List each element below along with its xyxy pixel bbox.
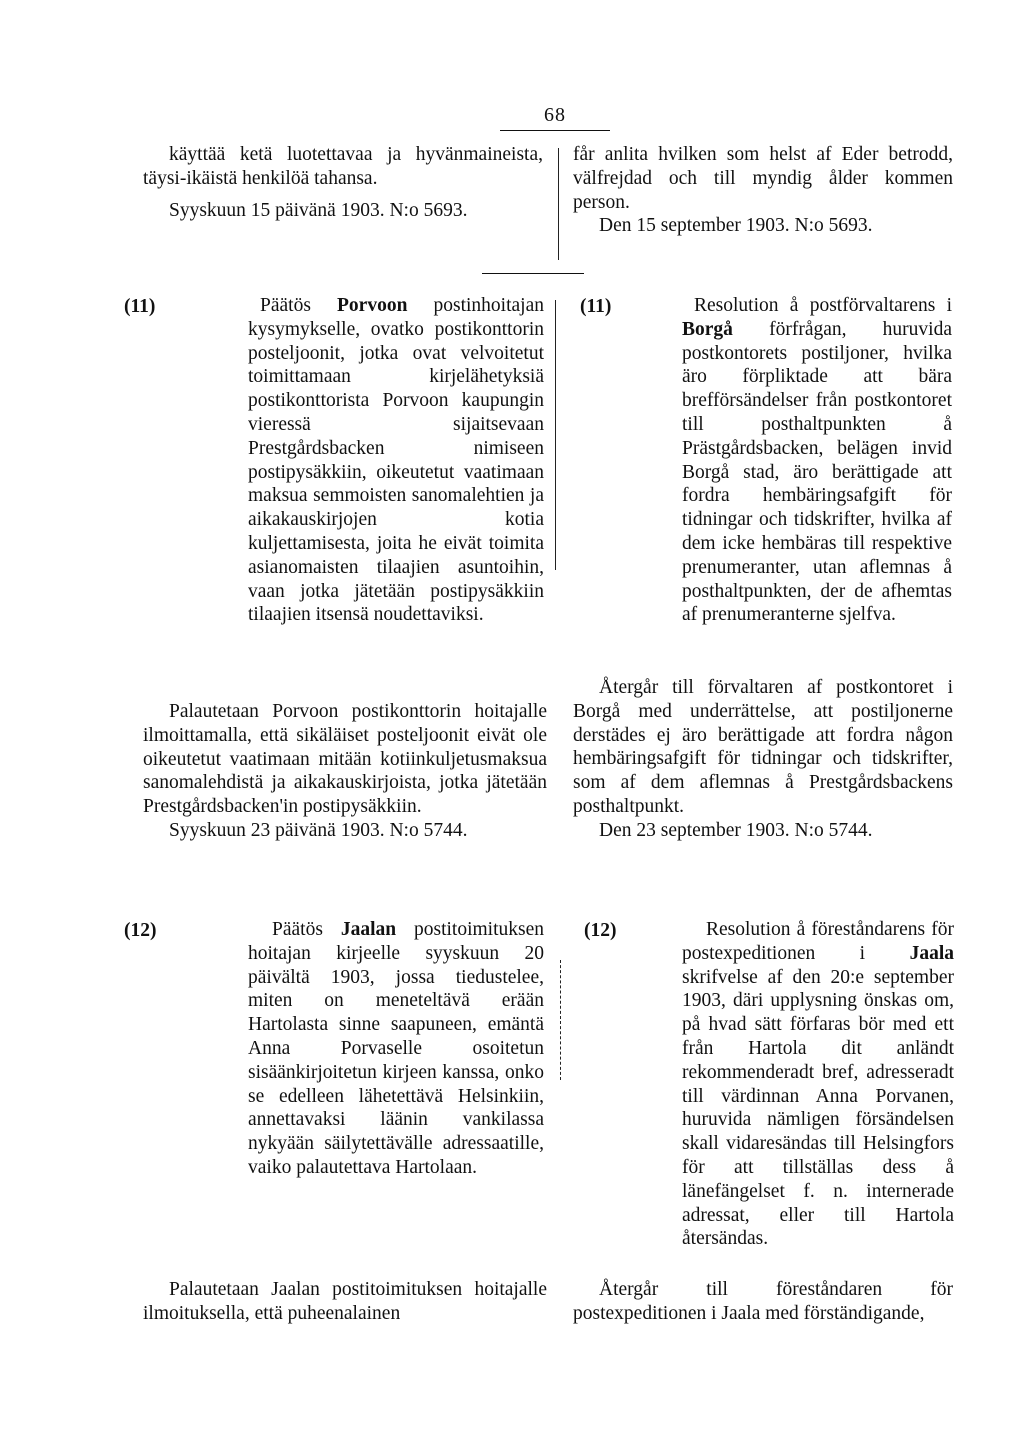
section-11-swedish-title xyxy=(682,294,952,627)
section-12-finnish-title-rest: postitoimituksen hoitajan kirjeelle syyskuun 20 päivältä 1903, jossa tiedustelee, miten on meneteltävä erään Hartolasta sinne saapuneen, emäntä Anna Porvaselle osoitetun sisäänkirjoitetun kirjeen kanssa, onko se edelleen lähetettävä Helsinkiin, annettavaksi läänin vankilassa nykyään säilytettävälle adressaatille, vaiko palautettava Hartolaan. xyxy=(248,919,544,1178)
section-12-finnish-title-pre: Päätös xyxy=(272,919,341,940)
section-12-finnish-title-place: Jaalan xyxy=(340,919,397,940)
section-11-number-swedish: (11) xyxy=(580,296,612,317)
section-11-finnish-title-pre: Päätös xyxy=(260,295,337,316)
section-11-column-divider xyxy=(555,300,556,570)
top-finnish-text xyxy=(143,143,543,222)
header-rule xyxy=(500,130,610,131)
section-12-swedish-title-pre: Resolution å föreståndarens för postexpeditionen i xyxy=(682,919,954,964)
section-12-finnish-title xyxy=(248,918,544,1180)
section-12-number-swedish: (12) xyxy=(584,920,617,941)
section-11-number-finnish: (11) xyxy=(124,296,156,317)
section-12-swedish-decision-block xyxy=(573,1278,953,1326)
section-11-swedish-title-pre: Resolution å postförvaltarens i xyxy=(694,295,952,316)
top-finnish-date: Syyskuun 15 päivänä 1903. N:o 5693. xyxy=(169,199,468,221)
section-12-finnish-decision: Palautetaan Jaalan postitoimituksen hoitajalle ilmoituksella, että puheenalainen xyxy=(143,1279,547,1324)
section-11-swedish-date: Den 23 september 1903. N:o 5744. xyxy=(599,819,873,841)
section-11-finnish-title xyxy=(248,294,544,627)
page-number: 68 xyxy=(544,104,566,126)
section-12-finnish-decision-block xyxy=(143,1278,547,1326)
section-12-number-finnish: (12) xyxy=(124,920,157,941)
section-12-swedish-title-place: Jaala xyxy=(909,942,954,964)
top-swedish-text xyxy=(573,143,953,238)
top-column-divider xyxy=(558,148,559,260)
section-11-finnish-date: Syyskuun 23 päivänä 1903. N:o 5744. xyxy=(169,819,468,841)
section-11-finnish-decision-block xyxy=(143,700,547,843)
section-11-swedish-decision-block xyxy=(573,676,953,843)
top-swedish-date: Den 15 september 1903. N:o 5693. xyxy=(599,215,873,237)
section-12-swedish-title-rest: skrifvelse af den 20:e september 1903, däri upplysning önskas om, på hvad sätt förfaras bör med ett från Hartola dit anländt rekommenderadt bref, adresseradt till värdinnan Anna Porvanen, huruvida nämligen försändelsen skall vidaresändas till Helsingfors för att tillställas dess å länefängelset f. n. internerade adressat, eller till Hartola återsändas. xyxy=(682,966,954,1250)
section-12-swedish-title xyxy=(682,918,954,1251)
section-11-swedish-title-place: Borgå xyxy=(682,318,733,340)
section-separator-rule xyxy=(482,273,584,274)
section-11-swedish-title-rest: förfrågan, huruvida postkontorets postiljoner, hvilka äro förpliktade att bära brefförsändelser från postkontoret till posthaltpunkten å Prästgårdsbacken, belägen invid Borgå stad, äro berättigade att fordra hembäringsafgift för tidningar och tidskrifter, hvilka af dem icke hembäras till respektive prenumeranter, utan aflemnas å posthaltpunkten, der de afhemtas af prenumeranterne sjelfva. xyxy=(682,318,952,626)
top-swedish-paragraph: får anlita hvilken som helst af Eder betrodd, välfrejdad och till myndig ålder kommen person. xyxy=(573,144,953,213)
section-11-finnish-title-place: Porvoon xyxy=(337,295,408,316)
section-11-finnish-decision: Palautetaan Porvoon postikonttorin hoitajalle ilmoittamalla, että sikäläiset posteljoonit eivät ole oikeutetut vaatimaan mitään kotiinkuljetusmaksua sanomalehdistä ja aikakauskirjoista, jotka jätetään Prestgårdsbacken'in postipysäkkiin. xyxy=(143,701,547,818)
section-11-swedish-decision: Återgår till förvaltaren af postkontoret i Borgå med underrättelse, att postiljonerne derstädes ej äro berättigade att fordra någon hembäringsafgift för tidningar och tidskrifter, som af dem aflemnas å Prestgårdsbackens posthaltpunkt. xyxy=(573,677,953,817)
section-12-column-divider xyxy=(560,960,561,1080)
top-finnish-paragraph: käyttää ketä luotettavaa ja hyvänmaineista, täysi-ikäistä henkilöä tahansa. xyxy=(143,144,543,189)
section-12-swedish-decision: Återgår till föreståndaren för postexpeditionen i Jaala med förständigande, xyxy=(573,1279,953,1324)
section-11-finnish-title-rest: postinhoitajan kysymykselle, ovatko postikonttorin posteljoonit, jotka ovat velvoitetut toimittamaan kirjelähetyksiä postikonttorista Porvoon kaupungin vieressä sijaitsevaan Prestgårdsbacken nimiseen postipysäkkiin, oikeutetut vaatimaan maksua semmoisten sanomalehtien ja aikakauskirjojen kotia kuljettamisesta, joita he eivät toimita asianomaisten tilaajien asuntoihin, vaan jotka jätetään postipysäkkiin tilaajien itsensä noudettaviksi. xyxy=(248,295,544,626)
